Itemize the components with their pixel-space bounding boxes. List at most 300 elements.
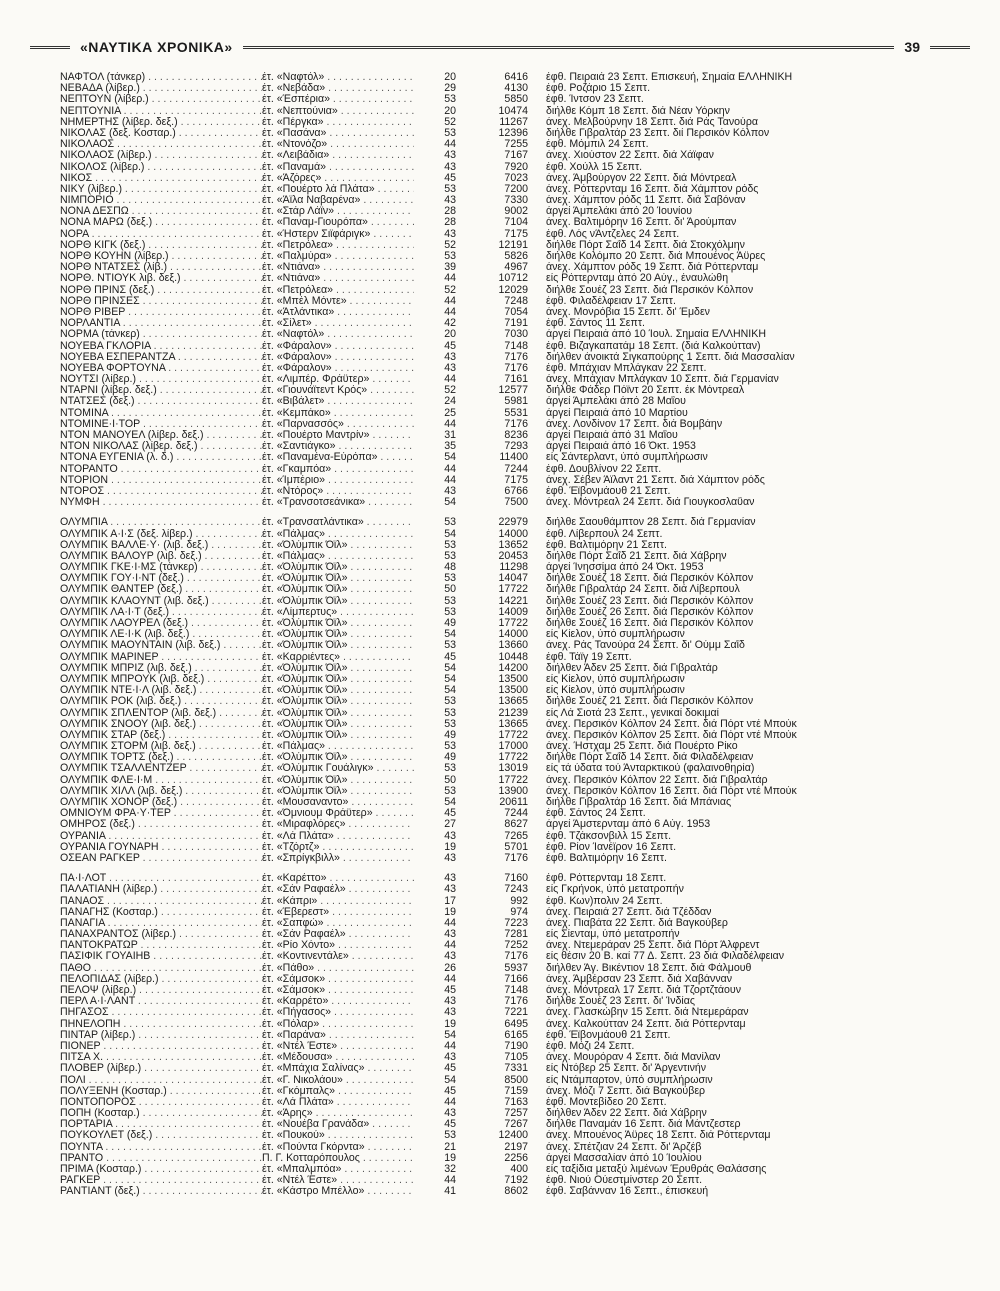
former-name: έτ. «Όλύμπικ Όϊλ» . . .	[262, 708, 414, 719]
table-row	[60, 1175, 940, 1186]
table-row	[60, 206, 940, 217]
former-name: έτ. «Νουέβα Γρανάδα» . . .	[262, 1119, 414, 1130]
tonnage: 12191	[498, 239, 528, 251]
vessel-name: ΝΤΟΝ ΜΑΝΟΥΕΛ (λίβερ. δεξ.) . . .	[60, 430, 262, 441]
voyage-status: είς ταξίδια μεταξύ λιμένων Έρυθράς Θαλάσσης	[546, 1164, 767, 1175]
table-row	[60, 951, 940, 962]
former-name: έτ. «Σάν Ραφαέλ» . . .	[262, 929, 414, 940]
voyage-status: άνεχ. Μπουένος Άϋρες 18 Σεπτ. διά Ρόττερνταμ	[546, 1130, 771, 1142]
former-name: έτ. «Μπαλμπόα» . . .	[262, 1164, 414, 1175]
voyage-status: διήλθε Πόρτ Σαΐδ 14 Σεπτ. διά Φιλαδέλφειαν	[546, 752, 754, 764]
former-name: έτ. «Ντέλ Έστε» . . .	[262, 1041, 414, 1052]
former-name: έτ. «Έσπέρια» . . .	[262, 94, 414, 105]
built-year: 53	[444, 595, 456, 607]
built-year: 35	[444, 441, 456, 453]
tonnage: 7267	[504, 1119, 528, 1131]
voyage-status: άργεί Ίνησσίμα άπό 24 Όκτ. 1953	[546, 562, 704, 574]
voyage-status: άνεχ. Μπάχιαν Μπλάγκαν 10 Σεπτ. διά Γερμανίαν	[546, 374, 779, 386]
tonnage: 10474	[498, 105, 528, 117]
former-name: έτ. «Πουκού» . . .	[262, 1130, 414, 1141]
vessel-name: ΠΟΥΚΟΥΛΕΤ (δεξ.) . . .	[60, 1130, 262, 1141]
vessel-name: ΠΟΛΙ . . .	[60, 1075, 262, 1086]
tonnage: 7163	[504, 1096, 528, 1108]
former-name: έτ. «Όλύμπικ Όϊλ» . . .	[262, 730, 414, 741]
voyage-status: διήλθε Κόμπ 18 Σεπτ. διά Νέαν Υόρκην	[546, 105, 730, 117]
page-header	[30, 36, 970, 58]
former-name: έτ. «Λίμπερτυς» . . .	[262, 607, 414, 618]
vessel-name: ΟΛΥΜΠΙΚ ΓΟΥ·Ι·ΝΤ (δεξ.) . . .	[60, 573, 262, 584]
vessel-name: ΝΟΥΕΒΑ ΕΣΠΕΡΑΝΤΖΑ . . .	[60, 352, 262, 363]
tonnage: 7221	[504, 1007, 528, 1019]
built-year: 49	[444, 618, 456, 629]
voyage-status: είς τά ύδατα τού Άνταρκτικού (φαλαινοθηρία)	[546, 763, 755, 775]
voyage-status: έφθ. Νιού Ούεστμίνστερ 20 Σεπτ.	[546, 1175, 703, 1187]
voyage-status: έφθ. Έϊβονμάουθ 21 Σεπτ.	[546, 1029, 671, 1041]
table-row	[60, 139, 940, 150]
former-name: έτ. «Σαντιάγκο» . . .	[262, 441, 414, 452]
vessel-name: ΠΑΣΙΦΙΚ ΓΟΥΑΙΗΒ . . .	[60, 951, 262, 962]
built-year: 54	[444, 1029, 456, 1041]
voyage-status: είς Ντάμπαρτον, ύπό συμπλήρωσιν	[546, 1074, 713, 1086]
table-row	[60, 842, 940, 853]
vessel-name: ΠΙΝΤΑΡ (λίβερ.) . . .	[60, 1030, 262, 1041]
built-year: 54	[444, 452, 456, 464]
built-year: 54	[444, 629, 456, 641]
voyage-status: διήλθεν Άδεν 22 Σεπτ. διά Χάβρην	[546, 1108, 707, 1120]
vessel-name: ΠΑΝΑΧΡΑΝΤΟΣ (λίβερ.) . . .	[60, 929, 262, 940]
vessel-name: ΠΛΟΒΕΡ (λίβερ.) . . .	[60, 1063, 262, 1074]
vessel-name: ΝΟΝΑ ΔΕΣΠΩ . . .	[60, 206, 262, 217]
table-row	[60, 1186, 940, 1197]
tonnage: 5531	[504, 407, 528, 419]
tonnage: 13500	[498, 673, 528, 685]
tonnage: 7200	[504, 183, 528, 195]
built-year: 20	[444, 72, 456, 83]
former-name: έτ. «Πασάνα» . . .	[262, 128, 414, 139]
voyage-status: έφθ. Φιλαδέλφειαν 17 Σεπτ.	[546, 295, 676, 307]
table-row	[60, 963, 940, 974]
built-year: 28	[444, 217, 456, 229]
former-name: έτ. «Μπάχια Σαλίνας» . . .	[262, 1063, 414, 1074]
built-year: 19	[444, 906, 456, 918]
former-name: έτ. «Όλύμπικ Όϊλ» . . .	[262, 752, 414, 763]
built-year: 25	[444, 407, 456, 419]
former-name: έτ. «Γ. Νικολάου» . . .	[262, 1075, 414, 1086]
built-year: 53	[444, 1130, 456, 1142]
vessel-name: ΝΕΠΤΟΥΝΙΑ . . .	[60, 106, 262, 117]
table-row	[60, 607, 940, 618]
tonnage: 11298	[499, 562, 528, 574]
built-year: 53	[444, 517, 456, 529]
tonnage: 7167	[504, 150, 528, 162]
former-name: έτ. «Παναμένα-Εύρόπα» . . .	[262, 452, 414, 463]
vessel-name: ΟΛΥΜΠΙΚ ΝΤΕ·Ι·Λ (λιβ. δεξ.) . . .	[60, 685, 262, 696]
table-row	[60, 173, 940, 184]
voyage-status: διήλθε Φάδερ Πόϊντ 20 Σεπτ. έκ Μόντρεαλ	[546, 385, 745, 397]
former-name: έτ. «Σίλετ» . . .	[262, 318, 414, 329]
voyage-status: άνεχ. Άμβούργον 22 Σεπτ. διά Μόντρεαλ	[546, 172, 737, 184]
table-row	[60, 94, 940, 105]
table-row	[60, 419, 940, 430]
table-row	[60, 929, 940, 940]
former-name: έτ. «Ντονόζο» . . .	[262, 139, 414, 150]
voyage-status: έφθ. Μόζι 24 Σεπτ.	[546, 1040, 635, 1052]
built-year: 44	[444, 295, 456, 307]
table-row	[60, 195, 940, 206]
vessel-name: ΝΤΟΡΙΟΝ . . .	[60, 475, 262, 486]
built-year: 43	[444, 228, 456, 240]
former-name: έτ. «Πάλμας» . . .	[262, 529, 414, 540]
voyage-status: διήλθε Κολόμπο 20 Σεπτ. διά Μπουένος Άϋρες	[546, 251, 766, 262]
voyage-status: έφθ. Τάϊγ 19 Σεπτ.	[546, 651, 632, 663]
vessel-name: ΟΛΥΜΠΙΚ ΣΤΟΡΜ (λιβ. δεξ.) . . .	[60, 741, 262, 752]
tonnage: 7148	[504, 340, 528, 352]
tonnage: 7175	[504, 228, 528, 240]
vessel-name: ΟΛΥΜΠΙΚ ΒΑΛΟΥΡ (λιβ. δεξ.) . . .	[60, 551, 262, 562]
voyage-status: διήλθεν άνοικτά Σιγκαπούρης 1 Σεπτ. διά Μασσαλίαν	[546, 351, 795, 363]
vessel-name: ΝΟΡΘ ΡΙΒΕΡ . . .	[60, 307, 262, 318]
vessel-name: ΝΟΥΤΣΙ (λίβερ.) . . .	[60, 374, 262, 385]
built-year: 43	[444, 1007, 456, 1019]
built-year: 52	[444, 284, 456, 296]
former-name: έτ. «Όλύμπικ Όϊλ» . . .	[262, 696, 414, 707]
tonnage: 12029	[498, 284, 528, 296]
table-row	[60, 517, 940, 528]
vessel-name: ΠΙΤΣΑ Χ. . . .	[60, 1052, 262, 1063]
vessel-name: ΟΜΝΙΟΥΜ ΦΡΑ·Υ·ΤΕΡ . . .	[60, 808, 262, 819]
voyage-status: άνεχ. Λονδίνον 17 Σεπτ. διά Βομβάην	[546, 418, 723, 430]
table-row	[60, 430, 940, 441]
built-year: 50	[444, 584, 456, 596]
former-name: έτ. «Νεπτούνια» . . .	[262, 106, 414, 117]
voyage-status: έφθ. Σαβάνναν 16 Σεπτ., έπισκευή	[546, 1186, 709, 1198]
built-year: 45	[444, 808, 456, 820]
journal-title: «ΝΑΥΤΙΚΑ ΧΡΟΝΙΚΑ»	[80, 39, 233, 55]
voyage-status: διήλθε Σουέζ 23 Σεπτ. δι' Ίνδίας	[546, 996, 696, 1008]
former-name: έτ. «Όλύμπικ Όϊλ» . . .	[262, 663, 414, 674]
register-section	[60, 72, 940, 508]
built-year: 45	[444, 340, 456, 352]
table-row	[60, 117, 940, 128]
voyage-status: είς Κίελον, ύπό συμπλήρωσιν	[546, 673, 685, 685]
built-year: 45	[444, 172, 456, 184]
former-name: έτ. «Ντέλ Έστε» . . .	[262, 1175, 414, 1186]
table-row	[60, 329, 940, 340]
former-name: έτ. «Όλύμπικ Όϊλ» . . .	[262, 629, 414, 640]
built-year: 24	[444, 396, 456, 408]
built-year: 44	[444, 973, 456, 985]
voyage-status: διήλθε Σουέζ 21 Σεπτ. διά Περσικόν Κόλπον	[546, 696, 754, 708]
tonnage: 12400	[498, 1130, 528, 1142]
table-row	[60, 618, 940, 629]
tonnage: 20611	[499, 797, 528, 808]
table-row	[60, 573, 940, 584]
voyage-status: άνεχ. Σέβεν Άϊλαντ 21 Σεπτ. διά Χάμπτον ρόδς	[546, 474, 765, 486]
voyage-status: είς Ρόττερνταμ άπό 20 Αύγ., έναυλώθη	[546, 273, 729, 285]
voyage-status: διήλθεν Άγ. Βικέντιον 18 Σεπτ. διά Φάλμουθ	[546, 962, 752, 974]
tonnage: 974	[510, 906, 528, 918]
former-name: έτ. «Ήστερν Σιϊφάριγκ» . . .	[262, 229, 414, 240]
voyage-status: άνεχ. Ράς Τανούρα 24 Σεπτ. δι' Ούμμ Σαΐδ	[546, 640, 745, 652]
voyage-status: είς Κίελον, ύπό συμπλήρωσιν	[546, 685, 685, 697]
table-row	[60, 352, 940, 363]
table-row	[60, 1019, 940, 1030]
built-year: 53	[444, 640, 456, 652]
voyage-status: άνεχ. Μελβούρνην 18 Σεπτ. διά Ράς Τανούρα	[546, 116, 758, 128]
tonnage: 7281	[504, 929, 528, 941]
vessel-name: ΝΟΡΘ ΠΡΙΝΣΕΣ . . .	[60, 296, 262, 307]
former-name: έτ. «Άτλάντικα» . . .	[262, 307, 414, 318]
voyage-status: διήλθε Σουέζ 16 Σεπτ. διά Περσικόν Κόλπον	[546, 618, 754, 629]
table-row	[60, 396, 940, 407]
voyage-status: έφθ. Μπάχιαν Μπλάγκαν 22 Σεπτ.	[546, 362, 707, 374]
former-name: έτ. «Όλύμπικ Όϊλ» . . .	[262, 786, 414, 797]
vessel-name: ΠΡΑΝΤΟ . . .	[60, 1153, 262, 1164]
table-row	[60, 562, 940, 573]
former-name: έτ. «Όλύμπικ Όϊλ» . . .	[262, 573, 414, 584]
built-year: 43	[444, 996, 456, 1008]
tonnage: 13900	[498, 785, 528, 797]
vessel-name: ΝΤΟΜΙΝΑ . . .	[60, 408, 262, 419]
voyage-status: διήλθε Σουέζ 23 Σεπτ. διά Περσικόν Κόλπον	[546, 284, 754, 296]
ship-register	[60, 72, 940, 1207]
tonnage: 7160	[504, 873, 528, 885]
built-year: 28	[444, 206, 456, 218]
built-year: 43	[444, 951, 456, 963]
built-year: 53	[444, 127, 456, 139]
vessel-name: ΝΤΟΝ ΝΙΚΟΛΑΣ (λίβερ. δεξ.) . . .	[60, 441, 262, 452]
voyage-status: άργεί Άμπελάκι άπό 20 Ίουνίου	[546, 206, 693, 218]
table-row	[60, 629, 940, 640]
built-year: 44	[444, 917, 456, 929]
former-name: έτ. «Πάλμας» . . .	[262, 551, 414, 562]
table-row	[60, 307, 940, 318]
tonnage: 7175	[504, 474, 528, 486]
former-name: έτ. «Τζόρτζ» . . .	[262, 842, 414, 853]
former-name: έτ. «Άζόρες» . . .	[262, 173, 414, 184]
vessel-name: ΠΑΘΟ . . .	[60, 963, 262, 974]
vessel-name: ΠΕΛΟΠΙΔΑΣ (λίβερ.) . . .	[60, 974, 262, 985]
built-year: 20	[444, 105, 456, 117]
vessel-name: ΝΤΟΝΑ ΕΥΓΕΝΙΑ (λ. δ.) . . .	[60, 452, 262, 463]
table-row	[60, 229, 940, 240]
built-year: 19	[444, 1018, 456, 1030]
voyage-status: έφθ. Βιζαγκαπατάμ 18 Σεπτ. (διά Καλκούτταν)	[546, 340, 761, 352]
vessel-name: ΟΛΥΜΠΙΚ ΛΑ·Ι·Τ (δεξ.) . . .	[60, 607, 262, 618]
built-year: 42	[444, 318, 456, 330]
tonnage: 11400	[499, 452, 528, 464]
built-year: 44	[444, 474, 456, 486]
built-year: 43	[444, 852, 456, 864]
voyage-status: άργεί Άμπελάκι άπό 28 Μαΐου	[546, 396, 686, 408]
built-year: 44	[444, 306, 456, 318]
header-rule-right	[930, 46, 970, 49]
table-row	[60, 1130, 940, 1141]
former-name: έτ. «Όλύμπικ Όϊλ» . . .	[262, 640, 414, 651]
table-row	[60, 497, 940, 508]
voyage-status: έφθ. Κων)πολιν 24 Σεπτ.	[546, 895, 663, 907]
voyage-status: άνεχ. Σπέτζιαν 24 Σεπτ. δι' Άρζέβ	[546, 1141, 702, 1153]
former-name: έτ. «Όλύμπικ Όϊλ» . . .	[262, 775, 414, 786]
vessel-name: ΠΑΝΤΟΚΡΑΤΩΡ . . .	[60, 940, 262, 951]
voyage-status: άνεχ. Μόντρεαλ 17 Σεπτ. διά Τζορτζτάουν	[546, 985, 742, 996]
voyage-status: έφθ. Πειραιά 23 Σεπτ. Επισκευή, Σημαία ΕΛΛΗΝΙΚΗ	[546, 72, 793, 83]
voyage-status: άνεχ. Μόζι 7 Σεπτ. διά Βαγκούβερ	[546, 1085, 706, 1097]
vessel-name: ΝΟΡΘ ΝΤΑΤΣΕΣ (λίβ.) . . .	[60, 262, 262, 273]
tonnage: 6416	[504, 72, 528, 83]
voyage-status: έφθ. Ρίον Ίανέϊρον 16 Σεπτ.	[546, 841, 677, 853]
built-year: 45	[444, 1085, 456, 1097]
built-year: 53	[444, 718, 456, 730]
voyage-status: άργεί Άμστερνταμ άπό 6 Αύγ. 1953	[546, 819, 711, 831]
built-year: 27	[444, 819, 456, 831]
former-name: έτ. «Πούντα Γκόρντα» . . .	[262, 1142, 414, 1153]
vessel-name: ΟΛΥΜΠΙΚ ΚΛΑΟΥΝΤ (λιβ. δεξ.) . . .	[60, 596, 262, 607]
table-row	[60, 674, 940, 685]
tonnage: 20453	[498, 550, 528, 562]
vessel-name: ΝΤΟΡΟΣ . . .	[60, 486, 262, 497]
vessel-name: ΝΟΡΘ ΠΡΙΝΣ (δεξ.) . . .	[60, 285, 262, 296]
former-name: έτ. «Όλύμπικ Όϊλ» . . .	[262, 618, 414, 629]
table-row	[60, 1097, 940, 1108]
tonnage: 7176	[504, 852, 528, 864]
voyage-status: διήλθε Παναμάν 16 Σεπτ. διά Μάντζεστερ	[546, 1119, 741, 1131]
built-year: 54	[444, 497, 456, 509]
tonnage: 6495	[504, 1018, 528, 1030]
table-row	[60, 808, 940, 819]
tonnage: 13660	[498, 640, 528, 652]
voyage-status: άνεχ. Περσικόν Κόλπον 16 Σεπτ. διά Πόρτ ντέ Μπούκ	[546, 785, 797, 797]
vessel-name: ΝΑΦΤΟΛ (τάνκερ) . . .	[60, 72, 262, 83]
tonnage: 13019	[498, 763, 528, 775]
voyage-status: άνεχ. Χάμπτον ρόδς 11 Σεπτ. διά Σαβόναν	[546, 195, 746, 207]
built-year: 54	[444, 1074, 456, 1086]
built-year: 43	[444, 884, 456, 896]
former-name: έτ. «Άρης» . . .	[262, 1108, 414, 1119]
table-row	[60, 985, 940, 996]
built-year: 53	[444, 763, 456, 775]
built-year: 53	[444, 785, 456, 797]
tonnage: 7244	[504, 808, 528, 820]
table-row	[60, 318, 940, 329]
vessel-name: ΝΟΡΜΑ (τάνκερ) . . .	[60, 329, 262, 340]
built-year: 17	[444, 895, 456, 907]
built-year: 53	[444, 707, 456, 719]
former-name: έτ. «Φάραλον» . . .	[262, 341, 414, 352]
vessel-name: ΟΥΡΑΝΙΑ . . .	[60, 831, 262, 842]
voyage-status: άργεί Μασσαλίαν άπό 10 Ίουλίου	[546, 1152, 702, 1164]
former-name: έτ. «Πήγασος» . . .	[262, 1007, 414, 1018]
voyage-status: άργεί Πειραιά άπό 10 Ίουλ. Σημαία ΕΛΛΗΝΙΚΗ	[546, 329, 766, 341]
vessel-name: ΡΑΝΤΙΑΝΤ (δεξ.) . . .	[60, 1186, 262, 1197]
table-row	[60, 106, 940, 117]
former-name: έτ. «Όλύμπικ Όϊλ» . . .	[262, 540, 414, 551]
vessel-name: ΝΗΜΕΡΤΗΣ (λίβερ. δεξ.) . . .	[60, 117, 262, 128]
vessel-name: ΠΟΠΗ (Κοσταρ.) . . .	[60, 1108, 262, 1119]
built-year: 53	[444, 94, 456, 106]
table-row	[60, 907, 940, 918]
built-year: 44	[444, 374, 456, 386]
former-name: έτ. «Πουέρτο λά Πλάτα» . . .	[262, 184, 414, 195]
voyage-status: είς Σάντερλαντ, ύπό συμπλήρωσιν	[546, 452, 708, 464]
tonnage: 13500	[498, 685, 528, 697]
former-name: έτ. «Λειβάδια» . . .	[262, 150, 414, 161]
voyage-status: είς Ντόβερ 25 Σεπτ. δι' Άργεντινήν	[546, 1063, 707, 1075]
voyage-status: έφθ. Μόμπιλ 24 Σεπτ.	[546, 139, 649, 151]
built-year: 44	[444, 273, 456, 285]
voyage-status: άνεχ. Μονρόβια 15 Σεπτ. δι' Έμδεν	[546, 306, 710, 318]
built-year: 48	[444, 562, 456, 574]
tonnage: 13665	[498, 696, 528, 708]
built-year: 32	[444, 1164, 456, 1175]
built-year: 54	[444, 797, 456, 808]
former-name: έτ. «Ντιάνα» . . .	[262, 273, 414, 284]
former-name: έτ. «Λά Πλάτα» . . .	[262, 1097, 414, 1108]
built-year: 43	[444, 150, 456, 162]
built-year: 26	[444, 962, 456, 974]
former-name: έτ. «Βιβάλετ» . . .	[262, 396, 414, 407]
tonnage: 7148	[504, 985, 528, 996]
voyage-status: είς θέσιν 20 Β. καί 77 Δ. Σεπτ. 23 διά Φιλαδέλφειαν	[546, 951, 785, 963]
vessel-name: ΟΛΥΜΠΙΚ ΜΠΡΟΥΚ (λιβ. δεξ.) . . .	[60, 674, 262, 685]
table-row	[60, 251, 940, 262]
vessel-name: ΝΙΚΟΣ . . .	[60, 173, 262, 184]
table-row	[60, 184, 940, 195]
voyage-status: έφθ. Βαλτιμόρην 21 Σεπτ.	[546, 539, 667, 551]
former-name: έτ. «Ντόρος» . . .	[262, 486, 414, 497]
tonnage: 4967	[504, 262, 528, 274]
vessel-name: ΠΑΝΑΟΣ . . .	[60, 896, 262, 907]
tonnage: 5701	[504, 841, 528, 853]
former-name: έτ. «Φάραλον» . . .	[262, 352, 414, 363]
former-name: έτ. «Γκόμπαλς» . . .	[262, 1086, 414, 1097]
tonnage: 12396	[498, 127, 528, 139]
tonnage: 13652	[498, 539, 528, 551]
tonnage: 7030	[504, 329, 528, 341]
table-row	[60, 262, 940, 273]
tonnage: 9002	[504, 206, 528, 218]
table-row	[60, 730, 940, 741]
former-name: έτ. «Λιμπέρ. Φράϋτερ» . . .	[262, 374, 414, 385]
former-name: έτ. «Γκαμπόα» . . .	[262, 464, 414, 475]
register-section	[60, 873, 940, 1197]
former-name: έτ. «Ναφτόλ» . . .	[262, 72, 414, 83]
voyage-status: άνεχ. Άμβέρσαν 23 Σεπτ. διά Χαβάνναν	[546, 973, 733, 985]
vessel-name: ΠΙΟΝΕΡ . . .	[60, 1041, 262, 1052]
built-year: 52	[444, 239, 456, 251]
vessel-name: ΝΟΝΑ ΜΑΡΩ (δεξ.) . . .	[60, 217, 262, 228]
built-year: 53	[444, 550, 456, 562]
vessel-name: ΠΟΛΥΞΕΝΗ (Κοσταρ.) . . .	[60, 1086, 262, 1097]
tonnage: 7176	[504, 351, 528, 363]
table-row	[60, 763, 940, 774]
vessel-name: ΝΥΜΦΗ . . .	[60, 497, 262, 508]
former-name: έτ. «Άϊλα Ναβαρένα» . . .	[262, 195, 414, 206]
table-row	[60, 475, 940, 486]
built-year: 20	[444, 329, 456, 341]
table-row	[60, 663, 940, 674]
built-year: 19	[444, 841, 456, 853]
table-row	[60, 831, 940, 842]
vessel-name: ΟΛΥΜΠΙΚ ΜΠΡΙΖ (λιβ. δεξ.) . . .	[60, 663, 262, 674]
voyage-status: είς Σίενταμ, ύπό μετατροπήν	[546, 929, 680, 941]
page-number: 39	[904, 39, 920, 55]
tonnage: 7223	[504, 917, 528, 929]
table-row	[60, 341, 940, 352]
vessel-name: ΟΛΥΜΠΙΚ ΛΕ·Ι·Κ (λιβ. δεξ.) . . .	[60, 629, 262, 640]
table-row	[60, 540, 940, 551]
former-name: έτ. «Παναμ-Γιουρόπα» . . .	[262, 217, 414, 228]
